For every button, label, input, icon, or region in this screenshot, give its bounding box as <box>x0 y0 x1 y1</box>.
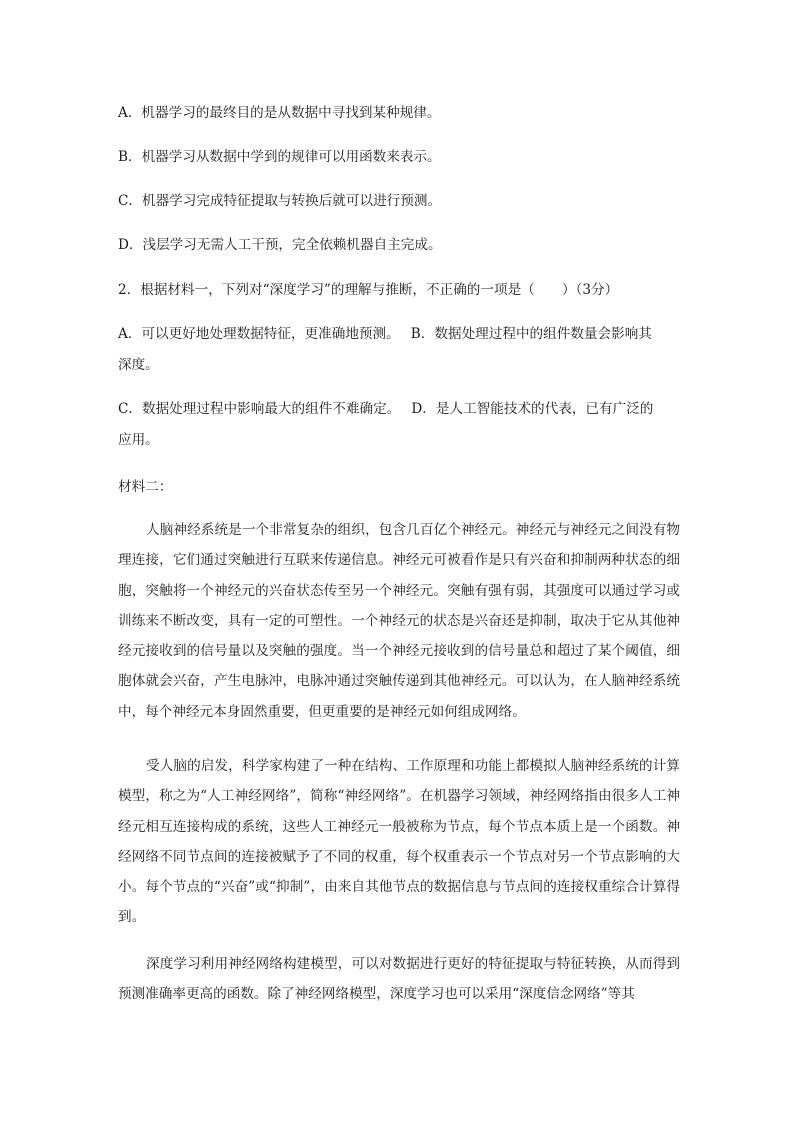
material2-paragraph-2: 受人脑的启发，科学家构建了一种在结构、工作原理和功能上都模拟人脑神经系统的计算模型，称之为“人工神经网络”，简称“神经网络”。在机器学习领域，神经网络指由很多人工神经元相互连接构成的系统，这些人工神经元一般被称为节点，每个节点本质上是一个函数。神经网络不同节点间的连接被赋予了不同的权重，每个权重表示一个节点对另一个节点影响的大小。每个节点的“兴奋”或“抑制”，由来自其他节点的数据信息与节点间的连接权重综合计算得到。 <box>118 758 680 926</box>
q1-option-a: A．机器学习的最终目的是从数据中寻找到某种规律。 <box>118 105 441 121</box>
q2-options-ab-line1: A．可以更好地处理数据特征，更准确地预测。 B．数据处理过程中的组件数量会影响其 <box>118 326 652 342</box>
q1-option-d: D．浅层学习无需人工干预，完全依赖机器自主完成。 <box>118 237 442 253</box>
q1-option-b: B．机器学习从数据中学到的规律可以用函数来表示。 <box>118 149 441 165</box>
material2-paragraph-1: 人脑神经系统是一个非常复杂的组织，包含几百亿个神经元。神经元与神经元之间没有物理连接，它们通过突触进行互联来传递信息。神经元可被看作是只有兴奋和抑制两种状态的细胞，突触将一个神经元的兴奋状态传至另一个神经元。突触有强有弱，其强度可以通过学习或训练来不断改变，具有一定的可塑性。一个神经元的状态是兴奋还是抑制，取决于它从其他神经元接收到的信号量以及突触的强度。当一个神经元接收到的信号量总和超过了某个阈值，细胞体就会兴奋，产生电脉冲，电脉冲通过突触传递到其他神经元。可以认为，在人脑神经系统中，每个神经元本身固然重要，但更重要的是神经元如何组成网络。 <box>118 522 680 720</box>
material2-heading: 材料二： <box>118 479 173 495</box>
q1-option-c: C．机器学习完成特征提取与转换后就可以进行预测。 <box>118 193 442 209</box>
q2-options-cd-line2: 应用。 <box>118 432 159 448</box>
material2-paragraph-3: 深度学习利用神经网络构建模型，可以对数据进行更好的特征提取与特征转换，从而得到预测准确率更高的函数。除了神经网络模型，深度学习也可以采用“深度信念网络”等其 <box>118 956 680 1003</box>
q2-stem: 2．根据材料一，下列对“深度学习”的理解与推断，不正确的一项是（ ）（3分） <box>118 282 619 298</box>
q2-options-ab-line2: 深度。 <box>118 357 159 373</box>
q2-options-cd-line1: C．数据处理过程中影响最大的组件不难确定。 D．是人工智能技术的代表，已有广泛的 <box>118 401 654 417</box>
